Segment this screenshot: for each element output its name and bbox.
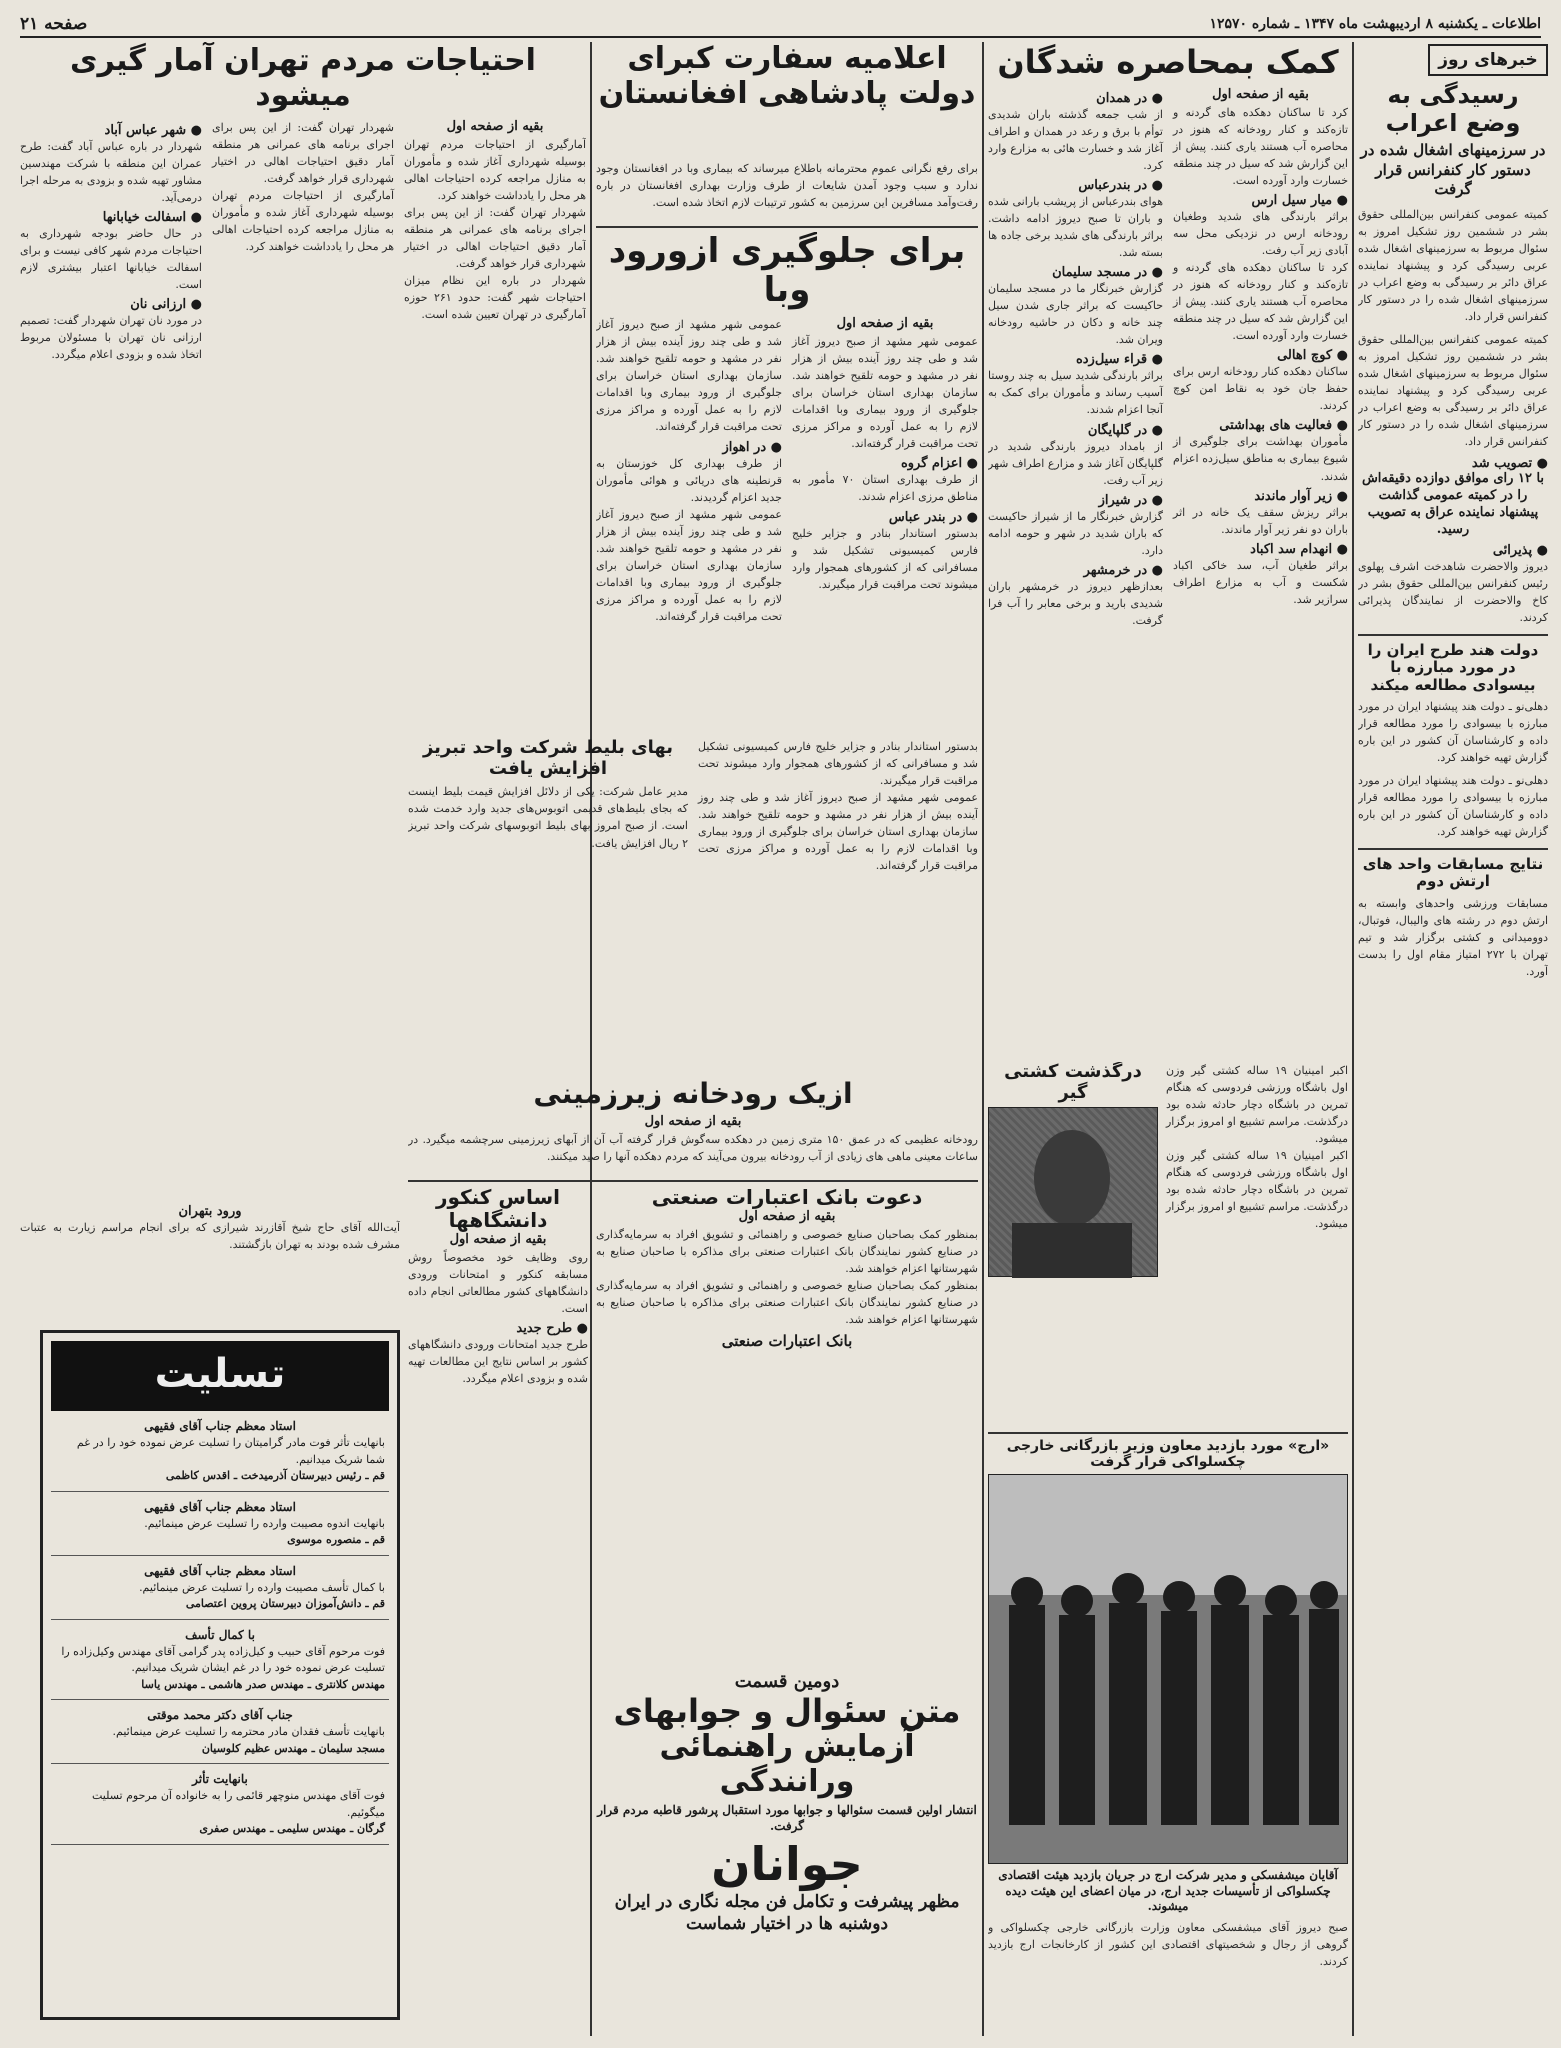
shiraz-title: ● در شیراز	[1098, 492, 1163, 508]
soleiman-title: ● در مسجد سلیمان	[1052, 265, 1163, 281]
condolence-head: استاد معظم جناب آقای فقیهی	[144, 1419, 296, 1433]
soleiman-body: گزارش خبرنگار ما در مسجد سلیمان حاکیست که براثر جاری شدن سیل چند خانه و دکان در حاشیه رودخانه ویران شد.	[988, 282, 1163, 347]
khorram-title: ● در خرمشهر	[1083, 562, 1163, 578]
kills-title: ● زیر آوار ماندند	[1254, 488, 1348, 504]
dam-body: براثر طغیان آب، سد خاکی اکباد شکست و آب به مزارع اطراف سرازیر شد.	[1173, 558, 1348, 606]
vote-body: با ۱۲ رای موافق دوازده دقیقه‌اش را در کمیته عمومی گذاشت پیشنهاد نماینده عراق به تصویب رسید.	[1361, 471, 1545, 538]
cholera-tail: بدستور استاندار بنادر و جزایر خلیج فارس کمیسیونی تشکیل شد و مسافرانی که از کشورهای همجوار وارد میشوند تحت مراقبت قرار میگیرند.	[698, 740, 978, 788]
entry-body: آیت‌الله آقای حاج شیخ آقازرند شیرازی که برای انجام مراسم زیارت به عتبات مشرف شده بودند به تهران بازگشتند.	[20, 1221, 400, 1252]
abbas-abad-body: شهردار در باره عباس آباد گفت: طرح عمران این منطقه با شرکت مهندسین مشاور تهیه شده و بزودی به مرحله اجرا درمی‌آید.	[20, 140, 202, 205]
ahwaz-body: از طرف بهداری کل خوزستان به قرنطینه های دریائی و هوائی مأموران جدید اعزام گردیدند.	[596, 456, 782, 504]
vote-title: ● تصویب شد	[1471, 456, 1548, 472]
konkur-new-title: ● طرح جدید	[516, 1321, 588, 1337]
abbas2-title: ● در بندر عباس	[888, 509, 978, 525]
condolence-item	[51, 1700, 389, 1764]
cholera-article	[596, 232, 978, 708]
dam-title: ● انهدام سد اکباد	[1250, 541, 1348, 557]
cholera-body-extra: عمومی شهر مشهد از صبح دیروز آغاز شد و طی چند روز آینده بیش از هزار نفر در مشهد و حومه تلقیح خواهند شد. سازمان بهداری استان خراسان برای جلوگیری از ورود بیماری وبا اقدامات لازم را به عمل آورده و مراکز مرزی تحت مراقبت قرار گرفته‌اند.	[596, 318, 782, 434]
arab-subtitle: در سرزمینهای اشغال شده در دستور کار کنفرانس قرار گرفت	[1360, 141, 1546, 199]
column-rule	[590, 42, 592, 2036]
column-rule	[1352, 42, 1354, 2036]
koch-title: ● کوچ اهالی	[1277, 348, 1348, 364]
india-body: دهلی‌نو ـ دولت هند پیشنهاد ایران در مورد مبارزه با بیسوادی را مورد مطالعه قرار داده و کارشناسان آن کشور در این باره گزارش تهیه خواهند کرد.	[1358, 699, 1548, 764]
siege-title: کمک بمحاصره شدگان	[997, 43, 1339, 81]
abbas-title: ● در بندرعباس	[1078, 177, 1163, 193]
konkur-continued: بقیه از صفحه اول	[449, 1232, 547, 1247]
news-column	[1358, 42, 1548, 2036]
konkur-body: روی وظایف خود مخصوصاً روش مسابقه کنکور و امتحانات ورودی دانشگاههای کشور مطالعاتی انجام داده است.	[408, 1250, 588, 1316]
capital-body1-extra: آمارگیری از احتیاجات مردم تهران بوسیله شهرداری آغاز شده و مأموران به منازل مراجعه کرده احتیاجات اهالی هر محل را یادداشت خواهند کرد.	[212, 189, 394, 254]
abbas-body: هوای بندرعباس از پریشب بارانی شده و باران تا صبح دیروز ادامه داشت. براثر بارندگی های شدید برخی جاده ها بسته شد.	[988, 194, 1163, 260]
condolence-title: تسلیت	[51, 1341, 389, 1411]
embassy-article	[596, 42, 978, 158]
ad-slogan: مظهر پیشرفت و تکامل فن مجله نگاری در ایران دوشنبه ها در اختیار شماست	[614, 1892, 960, 1935]
kills-body: براثر ریزش سقف یک خانه در اثر باران دو نفر زیر آوار ماندند.	[1173, 505, 1348, 536]
group-photo-icon	[989, 1475, 1347, 1863]
czech-caption: آقایان میشفسکی و مدیر شرکت ارج در جریان بازدید هیئت اقتصادی چکسلواکی از تأسیسات جدید ارج، در میان اعضای این هیئت دیده میشوند.	[998, 1868, 1338, 1914]
khorram-body: بعدازظهر دیروز در خرمشهر باران شدیدی بارید و برخی معابر را آب فرا گرفت.	[988, 579, 1163, 627]
wrestler-photo	[988, 1107, 1158, 1277]
condolence-head: استاد معظم جناب آقای فقیهی	[144, 1499, 296, 1514]
asphalt-body: در حال حاضر بودجه شهرداری به احتیاجات مردم شهر کافی نیست و برای اسفالت خیابانها اعتبار بیشتری لازم است.	[20, 227, 202, 292]
arab-body-extra: کمیته عمومی کنفرانس بین‌المللی حقوق بشر در ششمین روز تشکیل امروز به سئوال مربوط به سرزمینهای اشغال شده عربی رسیدگی کرد و پیشنهاد نماینده عراق دائر بر رسیدگی به وضع اعراب در سرزمینهای اشغال شده را در دستور کار کنفرانس قرار داد.	[1358, 333, 1548, 449]
czech-title: «ارج» مورد بازدید معاون وزیر بازرگانی خارجی چکسلواکی قرار گرفت	[988, 1432, 1348, 1470]
condolence-item	[51, 1764, 389, 1845]
reception-body: دیروز والاحضرت شاهدخت اشرف پهلوی رئیس کنفرانس بین‌المللی حقوق بشر در کاخ والاحضرت از نمایندگان پذیرائی کردند.	[1358, 559, 1548, 625]
cholera-body: عمومی شهر مشهد از صبح دیروز آغاز شد و طی چند روز آینده بیش از هزار نفر در مشهد و حومه تلقیح خواهند شد. سازمان بهداری استان خراسان برای جلوگیری از ورود بیماری وبا اقدامات لازم را به عمل آورده و مراکز مرزی تحت مراقبت قرار گرفته‌اند.	[792, 335, 978, 451]
embassy-body: برای رفع نگرانی عموم محترمانه باطلاع میرساند که بیماری وبا در افغانستان وجود ندارد و سبب وجود آمدن شایعات از طرف وزارت بهداری افغانستان در باره رفت‌وآمد مسافرین این سرزمین به کشور ترتیبات لازم اتخاذ شده است.	[596, 162, 978, 210]
embassy-title: اعلامیه سفارت کبرای دولت پادشاهی افغانستان	[598, 42, 976, 111]
cholera-continued: بقیه از صفحه اول	[836, 316, 934, 332]
bread-body: در مورد نان تهران شهردار گفت: تصمیم ارزانی نان تهران با مسئولان مربوط اتخاذ شده و بزودی اعلام میگردد.	[20, 314, 202, 362]
condolence-sign: قم ـ منصوره موسوی	[287, 1533, 385, 1546]
wrestler-portrait-icon	[988, 1108, 1157, 1278]
flood-title: ● قراء سیل‌زده	[1075, 352, 1163, 368]
condolence-body: فوت آقای مهندس منوچهر قائمی را به خانواده آن مرحوم تسلیت میگوئیم.	[91, 1789, 385, 1819]
entry-article	[20, 1200, 400, 1318]
konkur-new-body: طرح جدید امتحانات ورودی دانشگاههای کشور بر اساس نتایج این مطالعات تهیه شده و بزودی اعلام میگردد.	[408, 1338, 588, 1386]
condolence-item	[51, 1620, 389, 1701]
underground-continued: بقیه از صفحه اول	[644, 1114, 742, 1130]
masthead-date: اطلاعات ـ یکشنبه ۸ اردیبهشت ماه ۱۳۴۷ ـ شماره ۱۲۵۷۰	[1209, 16, 1541, 32]
siege-body: کرد تا ساکنان دهکده های گردنه و تازه‌کند و کنار رودخانه که هنوز در محاصره آب هستند یاری کنند. پیش از این گزارش شد که سیل در چند منطقه خسارت وارد آورده است.	[1173, 105, 1348, 187]
entry-title: ورود بتهران	[178, 1204, 242, 1219]
wrestling-results-title: نتایج مسابقات واحد های ارتش دوم	[1358, 848, 1548, 891]
capital-body2-extra: شهردار تهران گفت: از این پس برای اجرای برنامه های عمرانی هر منطقه آمار دقیق احتیاجات اهالی در اختیار شهرداری قرار خواهد گرفت.	[212, 121, 394, 186]
bread-title: ● ارزانی نان	[130, 297, 202, 313]
condolence-body: با کمال تأسف مصیبت وارده را تسلیت عرض مینمائیم.	[139, 1580, 385, 1594]
condolence-item	[51, 1492, 389, 1556]
hamedan-body: از شب جمعه گذشته باران شدیدی توأم با برق و رعد در همدان و اطراف آغاز شد و خسارت هائی به مزارع وارد کرد.	[988, 107, 1163, 172]
capital-continued: بقیه از صفحه اول	[446, 119, 544, 134]
condolence-body: بانهایت تأسف فقدان مادر محترمه را تسلیت عرض مینمائیم.	[112, 1725, 385, 1738]
industrial-body: بمنظور کمک بصاحبان صنایع خصوصی و راهنمائی و تشویق افراد به سرمایه‌گذاری در صنایع کشور نمایندگان بانک اعتبارات صنعتی برای مذاکره با صاحبان صنایع به شهرستانها اعزام خواهند شد.	[596, 1227, 978, 1275]
ad-note: انتشار اولین قسمت سئوالها و جوابها مورد استقبال پرشور قاطبه مردم قرار گرفت.	[597, 1803, 977, 1833]
masthead	[20, 12, 1541, 38]
ticket-article	[408, 738, 978, 968]
czech-photo	[988, 1474, 1348, 1864]
condolence-head: جناب آقای دکتر محمد موقتی	[147, 1708, 293, 1722]
industrial-title: دعوت بانک اعتبارات صنعتی	[651, 1186, 923, 1209]
ticket-body: مدیر عامل شرکت: یکی از دلائل افزایش قیمت بلیط اینست که بجای بلیط‌های قدیمی اتوبوس‌های جدید وارد خدمت شده است. از صبح امروز بهای بلیط اتوبوسهای شرکت واحد تبریز ۲ ریال افزایش یافت.	[408, 785, 688, 850]
group-title: ● اعزام گروه	[900, 456, 978, 472]
condolence-head: بانهایت تأثر	[192, 1772, 248, 1786]
mayar-body: براثر بارندگی های شدید وطغیان رودخانه ارس در نزدیکی محل سه آبادی زیر آب رفت.	[1173, 209, 1348, 258]
czech-body: صبح دیروز آقای میشفسکی معاون وزارت بازرگانی خارجی چکسلواکی و گروهی از رجال و شخصیتهای اقتصادی این کشور از کارخانجات ارج بازدید کردند.	[988, 1920, 1348, 1969]
industrial-article	[596, 1186, 978, 1398]
hamedan-title: ● در همدان	[1096, 90, 1163, 106]
group-body: از طرف بهداری استان ۷۰ مأمور به مناطق مرزی اعزام شدند.	[792, 473, 978, 504]
capital-title: احتیاجات مردم تهران آمار گیری میشود	[70, 43, 536, 113]
capital-body3: شهردار در باره این نظام میزان احتیاجات شهر گفت: حدود ۲۶۱ حوزه آمارگیری در تهران تعیین شده است.	[404, 274, 586, 322]
siege-continued: بقیه از صفحه اول	[1212, 86, 1309, 102]
wrestler-title: درگذشت کشتی گیر	[1004, 1062, 1142, 1103]
asphalt-title: ● اسفالت خیابانها	[102, 210, 202, 226]
condolence-head: با کمال تأسف	[185, 1627, 255, 1642]
ad-title-line1: متن سئوال و جوابهای	[613, 1692, 961, 1731]
konkur-article	[408, 1186, 588, 1398]
czech-article	[988, 1432, 1348, 2036]
golpa-body: از بامداد دیروز بارندگی شدید در گلپایگان آغاز شد و مزارع اطراف شهر زیر آب رفت.	[988, 439, 1163, 487]
condolence-head: استاد معظم جناب آقای فقیهی	[144, 1563, 296, 1578]
arab-body: کمیته عمومی کنفرانس بین‌المللی حقوق بشر در ششمین روز تشکیل امروز به سئوال مربوط به سرزمینهای اشغال شده عربی رسیدگی کرد و پیشنهاد نماینده عراق دائر بر رسیدگی به وضع اعراب در سرزمینهای اشغال شده را در دستور کار کنفرانس قرار داد.	[1358, 207, 1548, 323]
news-box-label: خبرهای روز	[1428, 44, 1548, 76]
konkur-title: اساس کنکور دانشگاهها	[435, 1186, 561, 1232]
section-rule	[596, 226, 978, 228]
page-number: صفحه ۲۱	[20, 14, 88, 34]
abbas2-body: بدستور استاندار بنادر و جزایر خلیج فارس کمیسیونی تشکیل شد و مسافرانی که از کشورهای همجوار وارد میشوند تحت مراقبت قرار میگیرند.	[792, 526, 978, 591]
underground-title: ازیک رودخانه زیرزمینی	[533, 1078, 853, 1110]
condolence-sign: قم ـ رئیس دبیرستان آذرمیدخت ـ اقدس کاظمی	[165, 1469, 385, 1482]
magazine-ad	[596, 1670, 978, 2036]
section-rule	[408, 1180, 978, 1182]
condolence-item	[51, 1411, 389, 1492]
reception-title: ● پذیرائی	[1492, 542, 1548, 558]
wrestler-body-extra: اکبر امینیان ۱۹ ساله کشتی گیر وزن اول باشگاه ورزشی فردوسی که هنگام تمرین در باشگاه دچار حادثه شده بود درگذشت. مراسم تشییع او امروز برگزار میشود.	[1166, 1149, 1348, 1231]
ad-brand: جوانان	[711, 1837, 863, 1892]
underground-body: رودخانه عظیمی که در عمق ۱۵۰ متری زمین در دهکده سه‌گوش قرار گرفته آب آن از آبهای زیرزمینی سرچشمه میگیرد. در ساعات معینی ماهی های زیادی از آب رودخانه بیرون می‌آیند که مردم دهکده آنها را صید میکنند.	[408, 1133, 978, 1164]
underground-article	[408, 1078, 978, 1178]
india-body-extra: دهلی‌نو ـ دولت هند پیشنهاد ایران در مورد مبارزه با بیسوادی را مورد مطالعه قرار داده و کارشناسان آن کشور در این باره گزارش تهیه خواهند کرد.	[1358, 774, 1548, 839]
cholera-body-extra-2: عمومی شهر مشهد از صبح دیروز آغاز شد و طی چند روز آینده بیش از هزار نفر در مشهد و حومه تلقیح خواهند شد. سازمان بهداری استان خراسان برای جلوگیری از ورود بیماری وبا اقدامات لازم را به عمل آورده و مراکز مرزی تحت مراقبت قرار گرفته‌اند.	[596, 507, 782, 623]
wrestler-body: اکبر امینیان ۱۹ ساله کشتی گیر وزن اول باشگاه ورزشی فردوسی که هنگام تمرین در باشگاه دچار حادثه شده بود درگذشت. مراسم تشییع او امروز برگزار میشود.	[1166, 1064, 1348, 1146]
abbas-abad-title: ● شهر عباس آباد	[104, 123, 202, 138]
condolence-sign: گرگان ـ مهندس سلیمی ـ مهندس صفری	[199, 1822, 385, 1835]
flood-body: براثر بارندگی شدید سیل به چند روستا آسیب رساند و مأموران برای کمک به آنجا اعزام شدند.	[988, 369, 1163, 417]
industrial-continued: بقیه از صفحه اول	[738, 1209, 836, 1224]
condolence-body: بانهایت تأثر فوت مادر گرامیتان را تسلیت عرض نموده خود را در غم شما شریک میدانیم.	[76, 1436, 385, 1466]
capital-article	[20, 42, 586, 708]
industrial-sign: بانک اعتبارات صنعتی	[721, 1332, 853, 1351]
cholera-title: برای جلوگیری ازورود وبا	[608, 232, 966, 311]
health-title: ● فعالیت های بهداشتی	[1219, 418, 1348, 434]
arab-title: رسیدگی به وضع اعراب	[1385, 81, 1521, 137]
health-body: مأموران بهداشت برای جلوگیری از شیوع بیماری به مناطق سیل‌زده اعزام شدند.	[1173, 435, 1348, 483]
condolence-item	[51, 1556, 389, 1620]
column-rule	[982, 42, 984, 2036]
condolence-sign: مهندس کلانتری ـ مهندس صدر هاشمی ـ مهندس یاسا	[141, 1677, 385, 1691]
cholera-tail-2: عمومی شهر مشهد از صبح دیروز آغاز شد و طی چند روز آینده بیش از هزار نفر در مشهد و حومه تلقیح خواهند شد. سازمان بهداری استان خراسان برای جلوگیری از ورود بیماری وبا اقدامات لازم را به عمل آورده و مراکز مرزی تحت مراقبت قرار گرفته‌اند.	[698, 791, 978, 873]
siege-body-extra: کرد تا ساکنان دهکده های گردنه و تازه‌کند و کنار رودخانه که هنوز در محاصره آب هستند یاری کنند. پیش از این گزارش شد که سیل در چند منطقه خسارت وارد آورده است.	[1173, 261, 1348, 343]
ahwaz-title: ● در اهواز	[722, 439, 782, 455]
golpa-title: ● در گلپایگان	[1087, 422, 1163, 438]
condolence-box	[40, 1330, 400, 2020]
condolence-sign: قم ـ دانش‌آموزان دبیرستان پروین اعتصامی	[185, 1597, 385, 1610]
capital-body2: شهردار تهران گفت: از این پس برای اجرای برنامه های عمرانی هر منطقه آمار دقیق احتیاجات اهالی در اختیار شهرداری قرار خواهد گرفت.	[404, 206, 586, 271]
india-title: دولت هند طرح ایران را در مورد مبارزه با بیسوادی مطالعه میکند	[1358, 634, 1548, 694]
koch-body: ساکنان دهکده کنار رودخانه ارس برای حفظ جان خود به نقاط امن کوچ کردند.	[1173, 365, 1348, 413]
ad-title-line2: آزمایش راهنمائی ورانندگی	[659, 1729, 915, 1799]
shiraz-body: گزارش خبرنگار ما از شیراز حاکیست که باران شدید در شهر و حومه ادامه دارد.	[988, 509, 1163, 557]
condolence-body: بانهایت اندوه مصیبت وارده را تسلیت عرض مینمائیم.	[144, 1516, 385, 1530]
capital-body1: آمارگیری از احتیاجات مردم تهران بوسیله شهرداری آغاز شده و مأموران به منازل مراجعه کرده احتیاجات اهالی هر محل را یادداشت خواهند کرد.	[404, 137, 586, 203]
condolence-list	[51, 1411, 389, 1845]
mayar-title: ● میار سیل ارس	[1251, 192, 1348, 208]
wrestling-results-body: مسابقات ورزشی واحدهای وابسته به ارتش دوم در رشته های والیبال، فوتبال، دوومیدانی و کشتی برگزار شد و تیم تهران با ۲۷۲ امتیاز مقام اول را بدست آورد.	[1358, 896, 1548, 978]
industrial-body-extra: بمنظور کمک بصاحبان صنایع خصوصی و راهنمائی و تشویق افراد به سرمایه‌گذاری در صنایع کشور نمایندگان بانک اعتبارات صنعتی برای مذاکره با صاحبان صنایع به شهرستانها اعزام خواهند شد.	[596, 1279, 978, 1327]
ad-part: دومین قسمت	[734, 1671, 840, 1692]
wrestler-article	[988, 1062, 1348, 1428]
ticket-title: بهای بلیط شرکت واحد تبریز افزایش یافت	[422, 738, 674, 779]
condolence-sign: مسجد سلیمان ـ مهندس عظیم کلوسیان	[201, 1741, 385, 1755]
condolence-body: فوت مرحوم آقای حبیب و کیل‌زاده پدر گرامی آقای مهندس وکیل‌زاده را تسلیت عرض نموده خود را در غم ایشان شریک میدانیم.	[61, 1644, 385, 1674]
